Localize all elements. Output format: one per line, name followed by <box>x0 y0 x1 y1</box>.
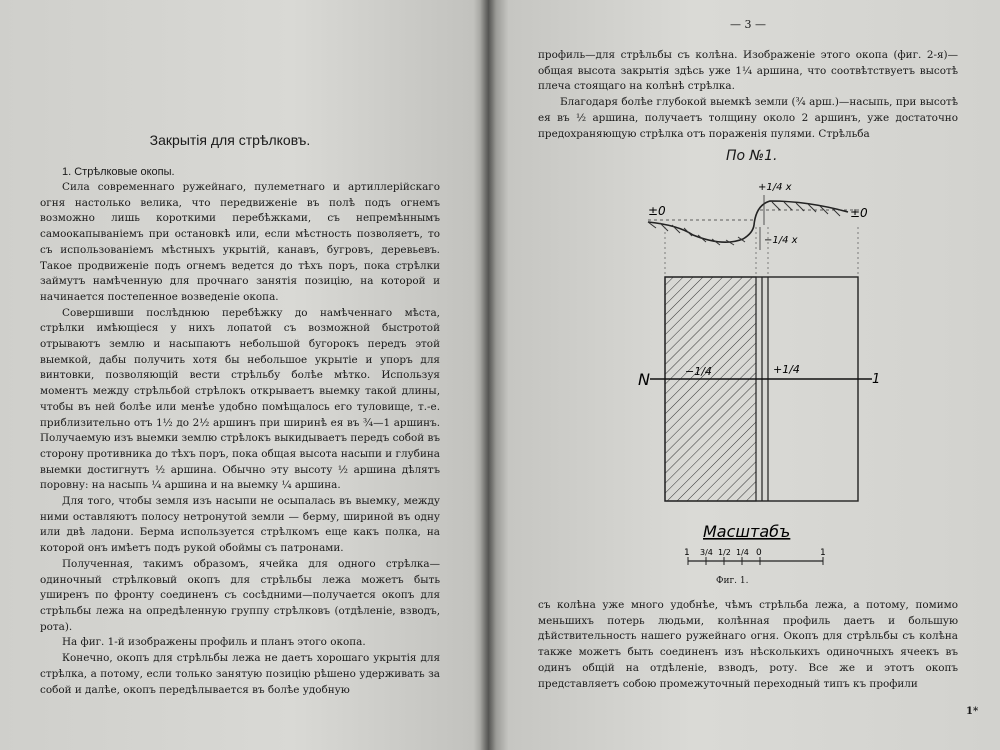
right-body-text-top <box>538 48 958 142</box>
paragraph: съ колѣна уже много удобнѣе, чѣмъ стрѣльба лежа, а потому, помимо меньшихъ потерь людьми, колѣнная профиль даетъ и большую дѣйствительность нашего ружейнаго огня. Окопъ для стрѣльбы съ колѣна также можетъ быть соединенъ изъ нѣсколькихъ одиночныхъ ячеекъ въ одинъ общій на отдѣленіе, взводъ, роту. Все же и этотъ окопъ представляетъ собою промежуточный переходный типъ къ профили <box>538 599 958 690</box>
profile-label-right-zero: ±0 <box>850 206 868 220</box>
paragraph: Благодаря болѣе глубокой выемкѣ земли (¾ арш.)—насыпь, при высотѣ ея въ ½ аршина, получаетъ толщину около 2 аршинъ, уже достаточно предохраняющую стрѣлка отъ пораженія пулями. Стрѣльба <box>538 96 958 140</box>
figure-heading: По №1. <box>726 148 778 164</box>
signature-mark: 1* <box>966 706 979 717</box>
ground-profile-left <box>648 222 754 242</box>
profile-label-left-zero: ±0 <box>648 204 666 218</box>
paragraph: Полученная, такимъ образомъ, ячейка для одного стрѣлка—одиночный стрѣлковый окопъ для стрѣльбы лежа можетъ быть уширенъ по фронту соединенъ съ сосѣдними—получается окопъ для стрѣльбы лежа на опредѣленную группу стрѣлковъ (отдѣленіе, взводъ, рота). <box>40 557 440 633</box>
scale-tick-label: 1/2 <box>718 548 731 557</box>
right-body-text-bottom <box>538 598 958 692</box>
figure-caption: Фиг. 1. <box>716 576 749 586</box>
subsection-heading: 1. Стрѣлковые окопы. <box>62 166 175 178</box>
section-title: Закрытія для стрѣлковъ. <box>149 132 311 148</box>
paragraph: Для того, чтобы земля изъ насыпи не осыпалась въ выемку, между ними оставляютъ полосу нетронутой земли — берму, шириной въ одну или двѣ ладони. Берма используется стрѣлкомъ еще какъ полка, на которой онъ имѣетъ подъ рукой обоймы съ патронами. <box>40 495 440 555</box>
plan-label-right: +1/4 <box>773 363 800 376</box>
plan-label-section: N <box>638 370 650 389</box>
scale-tick-label: 3/4 <box>700 548 713 557</box>
parapet-profile <box>754 201 848 225</box>
paragraph: На фиг. 1-й изображены профиль и планъ этого окопа. <box>62 636 366 649</box>
paragraph: Сила современнаго ружейнаго, пулеметнаго и артиллерійскаго огня настолько велика, что передвиженіе въ полѣ подъ огнемъ возможно лишь короткими перебѣжками, съ непремѣннымъ самоокапываніемъ при остановкѣ или, если мѣстность позволяетъ, то съ использованіемъ мѣстныхъ укрытій, канавъ, бугровъ, деревьевъ. Такое продвиженіе подъ огнемъ ведется до тѣхъ поръ, пока стрѣлки займутъ намѣченную для прочнаго занятія позицію, на которой и начинается постепенное возведеніе окопа. <box>40 181 440 303</box>
scale-tick-label: 0 <box>756 548 762 558</box>
scale-tick-label: 1 <box>820 548 826 558</box>
left-body-text <box>40 180 440 698</box>
book-gutter <box>480 0 496 750</box>
trench-figure <box>488 165 1000 605</box>
plan-label-left: −1/4 <box>685 365 712 378</box>
plan-label-end: 1 <box>872 372 881 387</box>
profile-label-height: +1/4 x <box>758 182 792 193</box>
scale-tick-label: 1 <box>684 548 690 558</box>
page-number: — 3 — <box>730 18 766 31</box>
paragraph: Конечно, окопъ для стрѣльбы лежа не даетъ хорошаго укрытія для стрѣлка, а потому, если только занятую позицію рѣшено удерживать за собой и далѣе, окопъ передѣлывается въ болѣе удобную <box>40 652 440 696</box>
plan-hatched-trench <box>665 277 756 501</box>
scale-title: Масштабъ <box>703 522 791 541</box>
paragraph: профиль—для стрѣльбы съ колѣна. Изображеніе этого окопа (фиг. 2-я)—общая высота закрытія здѣсь уже 1¼ аршина, что соотвѣтствуетъ высотѣ плеча стоящаго на колѣнѣ стрѣлка. <box>538 49 958 93</box>
right-page <box>488 0 1000 750</box>
left-page <box>0 0 488 750</box>
profile-label-depth: −1/4 x <box>764 235 798 246</box>
paragraph: Совершивши послѣднюю перебѣжку до намѣченнаго мѣста, стрѣлки имѣющіеся у нихъ лопатой съ возможной быстротой отрываютъ землю и насыпаютъ небольшой бугорокъ передъ этой выемкой, дабы получить хотя бы небольшое укрытіе и упоръ для винтовки, позволяющій вести стрѣльбу болѣе мѣтко. Используя моментъ между стрѣльбой стрѣлокъ открываетъ выемку такой длины, чтобы въ ней болѣе или менѣе удобно помѣщалось его туловище, т.-е. приблизительно отъ 1½ до 2½ аршинъ при ширинѣ ея въ ¾—1 аршинъ. Получаемую изъ выемки землю стрѣлокъ выкидываетъ передъ собой въ сторону противника до тѣхъ поръ, пока общая высота насыпи и глубина выемки достигнутъ ½ аршина. Обычно эту высоту ½ аршина дѣлятъ поровну: на насыпь ¼ аршина и на выемку ¼ аршина. <box>40 306 440 492</box>
scale-tick-label: 1/4 <box>736 548 749 557</box>
